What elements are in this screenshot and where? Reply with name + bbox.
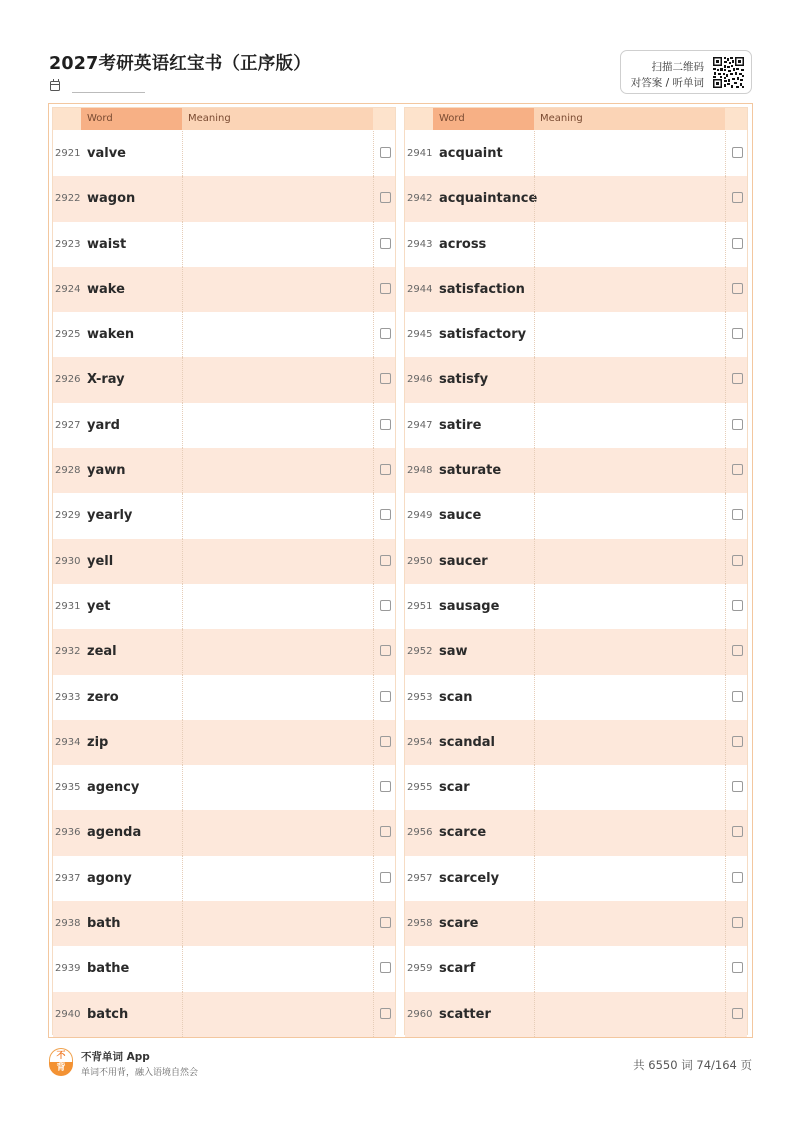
word-rows-left	[53, 131, 395, 1037]
word-number: 2948	[407, 465, 433, 477]
word-text: yet	[87, 598, 111, 614]
checkbox[interactable]	[732, 872, 743, 883]
column-divider	[534, 493, 535, 538]
column-divider	[373, 403, 374, 448]
word-number: 2958	[407, 918, 433, 930]
column-divider	[725, 493, 726, 538]
word-number: 2938	[55, 918, 81, 930]
table-row	[53, 992, 395, 1037]
word-text: satire	[439, 417, 482, 433]
column-divider	[182, 810, 183, 855]
word-number: 2921	[55, 148, 81, 159]
word-text: yell	[87, 553, 114, 569]
checkbox[interactable]	[380, 373, 391, 384]
page-info: 共 6550 词 74/164 页	[633, 1058, 752, 1072]
table-row	[405, 584, 747, 629]
column-divider	[373, 493, 374, 538]
word-text: scandal	[439, 734, 496, 750]
word-number: 2927	[55, 419, 81, 431]
checkbox[interactable]	[380, 555, 391, 566]
checkbox[interactable]	[732, 736, 743, 747]
table-row	[53, 901, 395, 946]
column-divider	[182, 131, 183, 176]
column-divider	[373, 176, 374, 221]
header-meaning: Meaning	[534, 108, 725, 130]
table-row	[53, 357, 395, 402]
table-row	[53, 765, 395, 810]
table-row	[405, 901, 747, 946]
column-divider	[182, 765, 183, 810]
word-number: 2946	[407, 374, 433, 386]
table-row	[405, 675, 747, 720]
table-row	[405, 403, 747, 448]
word-text: satisfy	[439, 372, 489, 388]
table-row	[53, 222, 395, 267]
table-row	[53, 448, 395, 493]
table-row	[53, 946, 395, 991]
word-text: sausage	[439, 598, 500, 614]
word-number: 2960	[407, 1008, 433, 1020]
word-number: 2951	[407, 600, 433, 612]
column-divider	[182, 992, 183, 1037]
word-number: 2949	[407, 510, 433, 522]
checkbox[interactable]	[380, 283, 391, 294]
word-number: 2959	[407, 963, 433, 975]
table-row	[53, 131, 395, 176]
column-divider	[373, 992, 374, 1037]
column-divider	[182, 584, 183, 629]
word-number: 2947	[407, 419, 433, 431]
checkbox[interactable]	[380, 1008, 391, 1019]
checkbox[interactable]	[732, 192, 743, 203]
word-text: satisfactory	[439, 327, 527, 343]
word-text: scan	[439, 689, 473, 705]
column-divider	[182, 267, 183, 312]
app-name: 不背单词 App	[81, 1051, 150, 1063]
word-text: X-ray	[87, 372, 125, 388]
header-check-cell	[725, 108, 747, 130]
checkbox[interactable]	[732, 1008, 743, 1019]
column-divider	[373, 675, 374, 720]
word-number: 2935	[55, 782, 81, 794]
header-number-cell	[53, 108, 81, 130]
checkbox[interactable]	[732, 555, 743, 566]
table-row	[53, 720, 395, 765]
column-divider	[182, 901, 183, 946]
checkbox[interactable]	[380, 962, 391, 973]
checkbox[interactable]	[380, 464, 391, 475]
word-text: acquaint	[439, 146, 503, 161]
column-divider	[534, 176, 535, 221]
checkbox[interactable]	[380, 691, 391, 702]
table-row	[405, 176, 747, 221]
column-divider	[725, 539, 726, 584]
word-number: 2953	[407, 691, 433, 703]
table-row	[405, 765, 747, 810]
table-row	[405, 222, 747, 267]
word-text: across	[439, 236, 487, 252]
word-text: scarf	[439, 961, 476, 977]
checkbox[interactable]	[380, 645, 391, 656]
table-row	[53, 493, 395, 538]
checkbox[interactable]	[380, 192, 391, 203]
table-row	[405, 810, 747, 855]
word-text: acquaintance	[439, 191, 538, 207]
checkbox[interactable]	[732, 464, 743, 475]
word-number: 2924	[55, 283, 81, 295]
table-row	[405, 992, 747, 1037]
column-divider	[373, 856, 374, 901]
column-divider	[534, 539, 535, 584]
word-text: agony	[87, 870, 132, 886]
checkbox[interactable]	[732, 283, 743, 294]
checkbox[interactable]	[732, 917, 743, 928]
table-row	[405, 856, 747, 901]
calendar-icon	[50, 81, 60, 91]
checkbox[interactable]	[732, 147, 743, 158]
table-row	[405, 946, 747, 991]
word-text: scare	[439, 916, 479, 932]
word-text: yard	[87, 417, 120, 433]
qr-panel[interactable]	[620, 50, 752, 94]
column-divider	[725, 720, 726, 765]
word-text: satisfaction	[439, 281, 525, 297]
word-number: 2928	[55, 465, 81, 477]
column-divider	[534, 403, 535, 448]
table-row	[53, 629, 395, 674]
column-divider	[534, 312, 535, 357]
checkbox[interactable]	[380, 238, 391, 249]
column-divider	[534, 629, 535, 674]
word-number: 2926	[55, 374, 81, 386]
word-text: bath	[87, 916, 121, 932]
word-text: zip	[87, 734, 109, 750]
column-divider	[534, 584, 535, 629]
table-row	[53, 267, 395, 312]
word-text: scar	[439, 780, 470, 796]
word-text: sauce	[439, 508, 482, 524]
column-divider	[182, 856, 183, 901]
column-divider	[725, 403, 726, 448]
word-number: 2954	[407, 736, 433, 748]
column-divider	[182, 946, 183, 991]
word-text: batch	[87, 1006, 129, 1022]
checkbox[interactable]	[380, 147, 391, 158]
word-text: scatter	[439, 1006, 491, 1022]
column-divider	[725, 765, 726, 810]
word-text: wake	[87, 281, 125, 297]
word-text: bathe	[87, 961, 130, 977]
word-number: 2933	[55, 691, 81, 703]
checkbox[interactable]	[732, 962, 743, 973]
word-text: scarce	[439, 825, 487, 841]
app-tagline: 单词不用背，融入语境自然会	[81, 1068, 199, 1078]
app-logo	[49, 1048, 73, 1076]
checkbox[interactable]	[732, 238, 743, 249]
checkbox[interactable]	[380, 419, 391, 430]
checkbox[interactable]	[380, 917, 391, 928]
table-header	[405, 108, 747, 130]
page-title: 2027考研英语红宝书（正序版）	[49, 54, 311, 74]
checkbox[interactable]	[732, 781, 743, 792]
column-divider	[373, 131, 374, 176]
column-divider	[373, 901, 374, 946]
checkbox[interactable]	[380, 781, 391, 792]
checkbox[interactable]	[732, 373, 743, 384]
column-divider	[373, 448, 374, 493]
word-number: 2923	[55, 238, 81, 250]
column-divider	[373, 629, 374, 674]
column-divider	[373, 946, 374, 991]
checkbox[interactable]	[380, 872, 391, 883]
column-divider	[534, 810, 535, 855]
table-row	[53, 312, 395, 357]
column-divider	[182, 629, 183, 674]
header-meaning: Meaning	[182, 108, 373, 130]
word-table-left	[52, 107, 396, 1035]
checkbox[interactable]	[380, 328, 391, 339]
column-divider	[182, 720, 183, 765]
word-text: valve	[87, 146, 126, 161]
column-divider	[725, 584, 726, 629]
checkbox[interactable]	[380, 826, 391, 837]
table-row	[53, 539, 395, 584]
column-divider	[725, 629, 726, 674]
column-divider	[534, 357, 535, 402]
word-number: 2932	[55, 646, 81, 658]
word-text: yearly	[87, 508, 133, 524]
table-row	[405, 720, 747, 765]
word-text: saucer	[439, 553, 488, 569]
column-divider	[182, 539, 183, 584]
word-text: saturate	[439, 463, 502, 479]
column-divider	[373, 222, 374, 267]
column-divider	[725, 357, 726, 402]
qr-caption	[631, 59, 704, 91]
word-number: 2941	[407, 148, 433, 159]
column-divider	[534, 675, 535, 720]
qr-code-icon[interactable]	[712, 56, 745, 89]
checkbox[interactable]	[380, 509, 391, 520]
word-text: wagon	[87, 191, 136, 207]
word-number: 2936	[55, 827, 81, 839]
column-divider	[373, 267, 374, 312]
table-row	[405, 539, 747, 584]
word-number: 2950	[407, 555, 433, 567]
word-number: 2937	[55, 872, 81, 884]
column-divider	[534, 222, 535, 267]
word-text: zero	[87, 689, 119, 705]
column-divider	[725, 675, 726, 720]
header-word: Word	[81, 108, 182, 130]
word-number: 2931	[55, 600, 81, 612]
word-text: agency	[87, 780, 140, 796]
word-number: 2945	[407, 329, 433, 341]
table-row	[53, 403, 395, 448]
column-divider	[534, 131, 535, 176]
word-number: 2943	[407, 238, 433, 250]
header-check-cell	[373, 108, 395, 130]
column-divider	[534, 901, 535, 946]
column-divider	[725, 992, 726, 1037]
table-header	[53, 108, 395, 130]
word-table-right	[404, 107, 748, 1035]
checkbox[interactable]	[732, 645, 743, 656]
header-number-cell	[405, 108, 433, 130]
word-number: 2922	[55, 193, 81, 205]
column-divider	[182, 448, 183, 493]
column-divider	[182, 222, 183, 267]
checkbox[interactable]	[732, 419, 743, 430]
column-divider	[373, 810, 374, 855]
word-number: 2944	[407, 283, 433, 295]
table-row	[405, 357, 747, 402]
word-text: scarcely	[439, 870, 500, 886]
column-divider	[725, 312, 726, 357]
word-number: 2956	[407, 827, 433, 839]
column-divider	[182, 403, 183, 448]
column-divider	[725, 448, 726, 493]
checkbox[interactable]	[732, 691, 743, 702]
column-divider	[373, 539, 374, 584]
checkbox[interactable]	[732, 328, 743, 339]
checkbox[interactable]	[732, 509, 743, 520]
column-divider	[182, 312, 183, 357]
word-number: 2925	[55, 329, 81, 341]
table-row	[405, 312, 747, 357]
word-number: 2955	[407, 782, 433, 794]
word-number: 2929	[55, 510, 81, 522]
word-number: 2930	[55, 555, 81, 567]
logo-bottom: 背	[49, 1062, 73, 1076]
column-divider	[534, 448, 535, 493]
word-text: waist	[87, 236, 127, 252]
header-word: Word	[433, 108, 534, 130]
word-text: saw	[439, 644, 468, 660]
column-divider	[534, 992, 535, 1037]
table-row	[405, 629, 747, 674]
logo-top: 不	[49, 1048, 73, 1062]
column-divider	[373, 312, 374, 357]
word-number: 2940	[55, 1008, 81, 1020]
word-text: yawn	[87, 463, 126, 479]
column-divider	[725, 267, 726, 312]
column-divider	[534, 946, 535, 991]
column-divider	[182, 357, 183, 402]
column-divider	[373, 720, 374, 765]
checkbox[interactable]	[732, 600, 743, 611]
column-divider	[182, 176, 183, 221]
column-divider	[534, 267, 535, 312]
checkbox[interactable]	[380, 736, 391, 747]
word-number: 2942	[407, 193, 433, 205]
table-row	[53, 584, 395, 629]
column-divider	[373, 357, 374, 402]
column-divider	[725, 131, 726, 176]
table-row	[405, 267, 747, 312]
word-text: agenda	[87, 825, 142, 841]
column-divider	[373, 584, 374, 629]
table-row	[53, 176, 395, 221]
checkbox[interactable]	[380, 600, 391, 611]
word-number: 2939	[55, 963, 81, 975]
table-row	[405, 493, 747, 538]
column-divider	[725, 176, 726, 221]
table-row	[53, 810, 395, 855]
word-text: zeal	[87, 644, 117, 660]
column-divider	[182, 675, 183, 720]
column-divider	[725, 856, 726, 901]
vocabulary-sheet	[48, 103, 753, 1038]
checkbox[interactable]	[732, 826, 743, 837]
column-divider	[534, 765, 535, 810]
word-number: 2934	[55, 736, 81, 748]
word-text: waken	[87, 327, 135, 343]
word-rows-right	[405, 131, 747, 1037]
table-row	[53, 856, 395, 901]
column-divider	[725, 901, 726, 946]
qr-caption-line2: 对答案 / 听单词	[630, 77, 704, 89]
table-row	[53, 675, 395, 720]
column-divider	[373, 765, 374, 810]
table-row	[405, 131, 747, 176]
column-divider	[534, 720, 535, 765]
column-divider	[725, 810, 726, 855]
word-number: 2957	[407, 872, 433, 884]
column-divider	[725, 222, 726, 267]
qr-caption-line1: 扫描二维码	[651, 61, 704, 73]
column-divider	[534, 856, 535, 901]
table-row	[405, 448, 747, 493]
date-blank-line	[72, 92, 145, 93]
word-number: 2952	[407, 646, 433, 658]
column-divider	[182, 493, 183, 538]
column-divider	[725, 946, 726, 991]
